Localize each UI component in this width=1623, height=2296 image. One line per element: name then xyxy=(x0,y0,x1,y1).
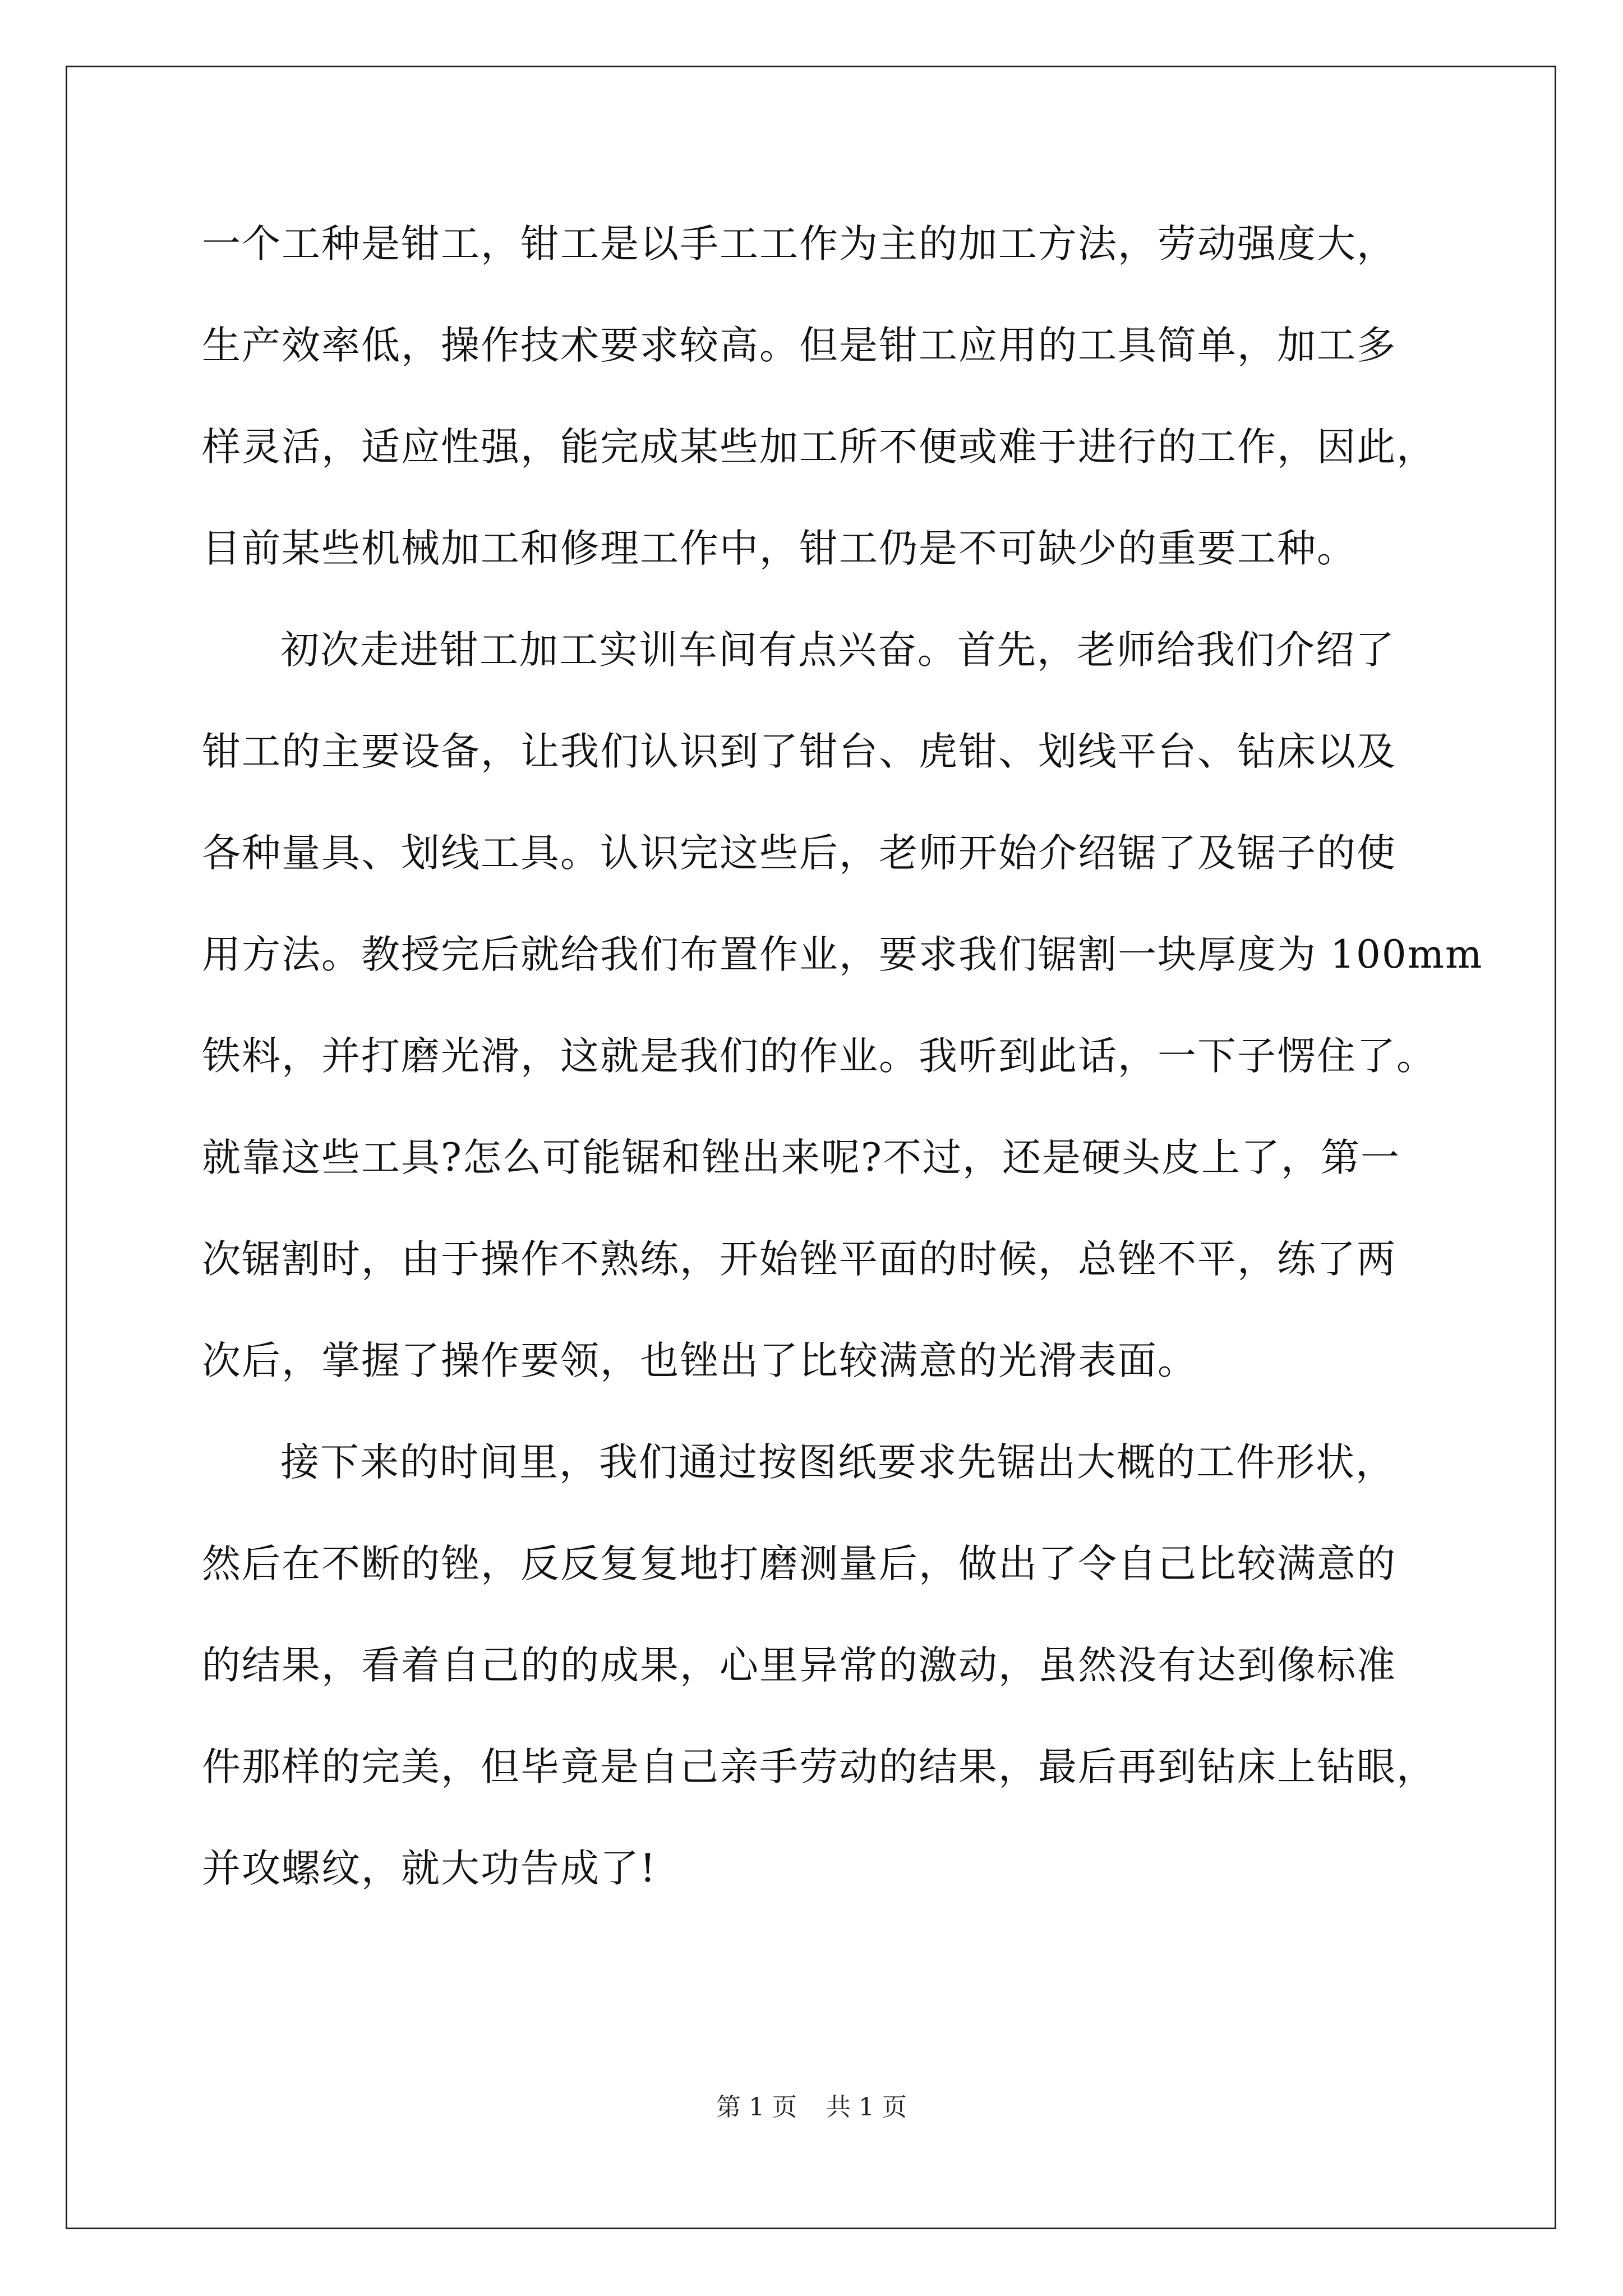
paragraph-2-line-7: 次锯割时，由于操作不熟练，开始锉平面的时候，总锉不平，练了两 xyxy=(202,1237,1396,1282)
paragraph-2-line-3: 各种量具、划线工具。认识完这些后，老师开始介绍锯了及锯子的使 xyxy=(202,831,1396,876)
paragraph-2-line-6: 就靠这些工具?怎么可能锯和锉出来呢?不过，还是硬头皮上了，第一 xyxy=(202,1135,1400,1180)
paragraph-3-line-5: 并攻螺纹，就大功告成了! xyxy=(202,1846,657,1891)
paragraph-1-line-4: 目前某些机械加工和修理工作中，钳工仍是不可缺少的重要工种。 xyxy=(202,526,1357,571)
paragraph-2-line-2: 钳工的主要设备，让我们认识到了钳台、虎钳、划线平台、钻床以及 xyxy=(202,729,1396,774)
page-number: 第 1 页 xyxy=(716,2093,797,2122)
paragraph-3-line-4: 件那样的完美，但毕竟是自己亲手劳动的结果，最后再到钻床上钻眼， xyxy=(202,1745,1436,1789)
paragraph-1-line-2: 生产效率低，操作技术要求较高。但是钳工应用的工具简单，加工多 xyxy=(202,323,1396,368)
paragraph-3-line-1: 接下来的时间里，我们通过按图纸要求先锯出大概的工件形状， xyxy=(280,1440,1395,1485)
paragraph-1-line-3: 样灵活，适应性强，能完成某些加工所不便或难于进行的工作，因此， xyxy=(202,425,1436,470)
paragraph-2-line-8: 次后，掌握了操作要领，也锉出了比较满意的光滑表面。 xyxy=(202,1338,1197,1383)
page-footer xyxy=(0,2091,1623,2124)
paragraph-1-line-1: 一个工种是钳工，钳工是以手工工作为主的加工方法，劳动强度大， xyxy=(202,222,1396,266)
paragraph-2-line-4: 用方法。教授完后就给我们布置作业，要求我们锯割一块厚度为 100mm xyxy=(202,932,1483,977)
document-body xyxy=(202,194,1483,1920)
page-total: 共 1 页 xyxy=(826,2093,907,2122)
paragraph-3-line-2: 然后在不断的锉，反反复复地打磨测量后，做出了令自己比较满意的 xyxy=(202,1542,1396,1586)
paragraph-3-line-3: 的结果，看着自己的的成果，心里异常的激动，虽然没有达到像标准 xyxy=(202,1643,1396,1688)
paragraph-2-line-5: 铁料，并打磨光滑，这就是我们的作业。我听到此话，一下子愣住了。 xyxy=(202,1034,1436,1079)
paragraph-2-line-1: 初次走进钳工加工实训车间有点兴奋。首先，老师给我们介绍了 xyxy=(280,628,1395,673)
